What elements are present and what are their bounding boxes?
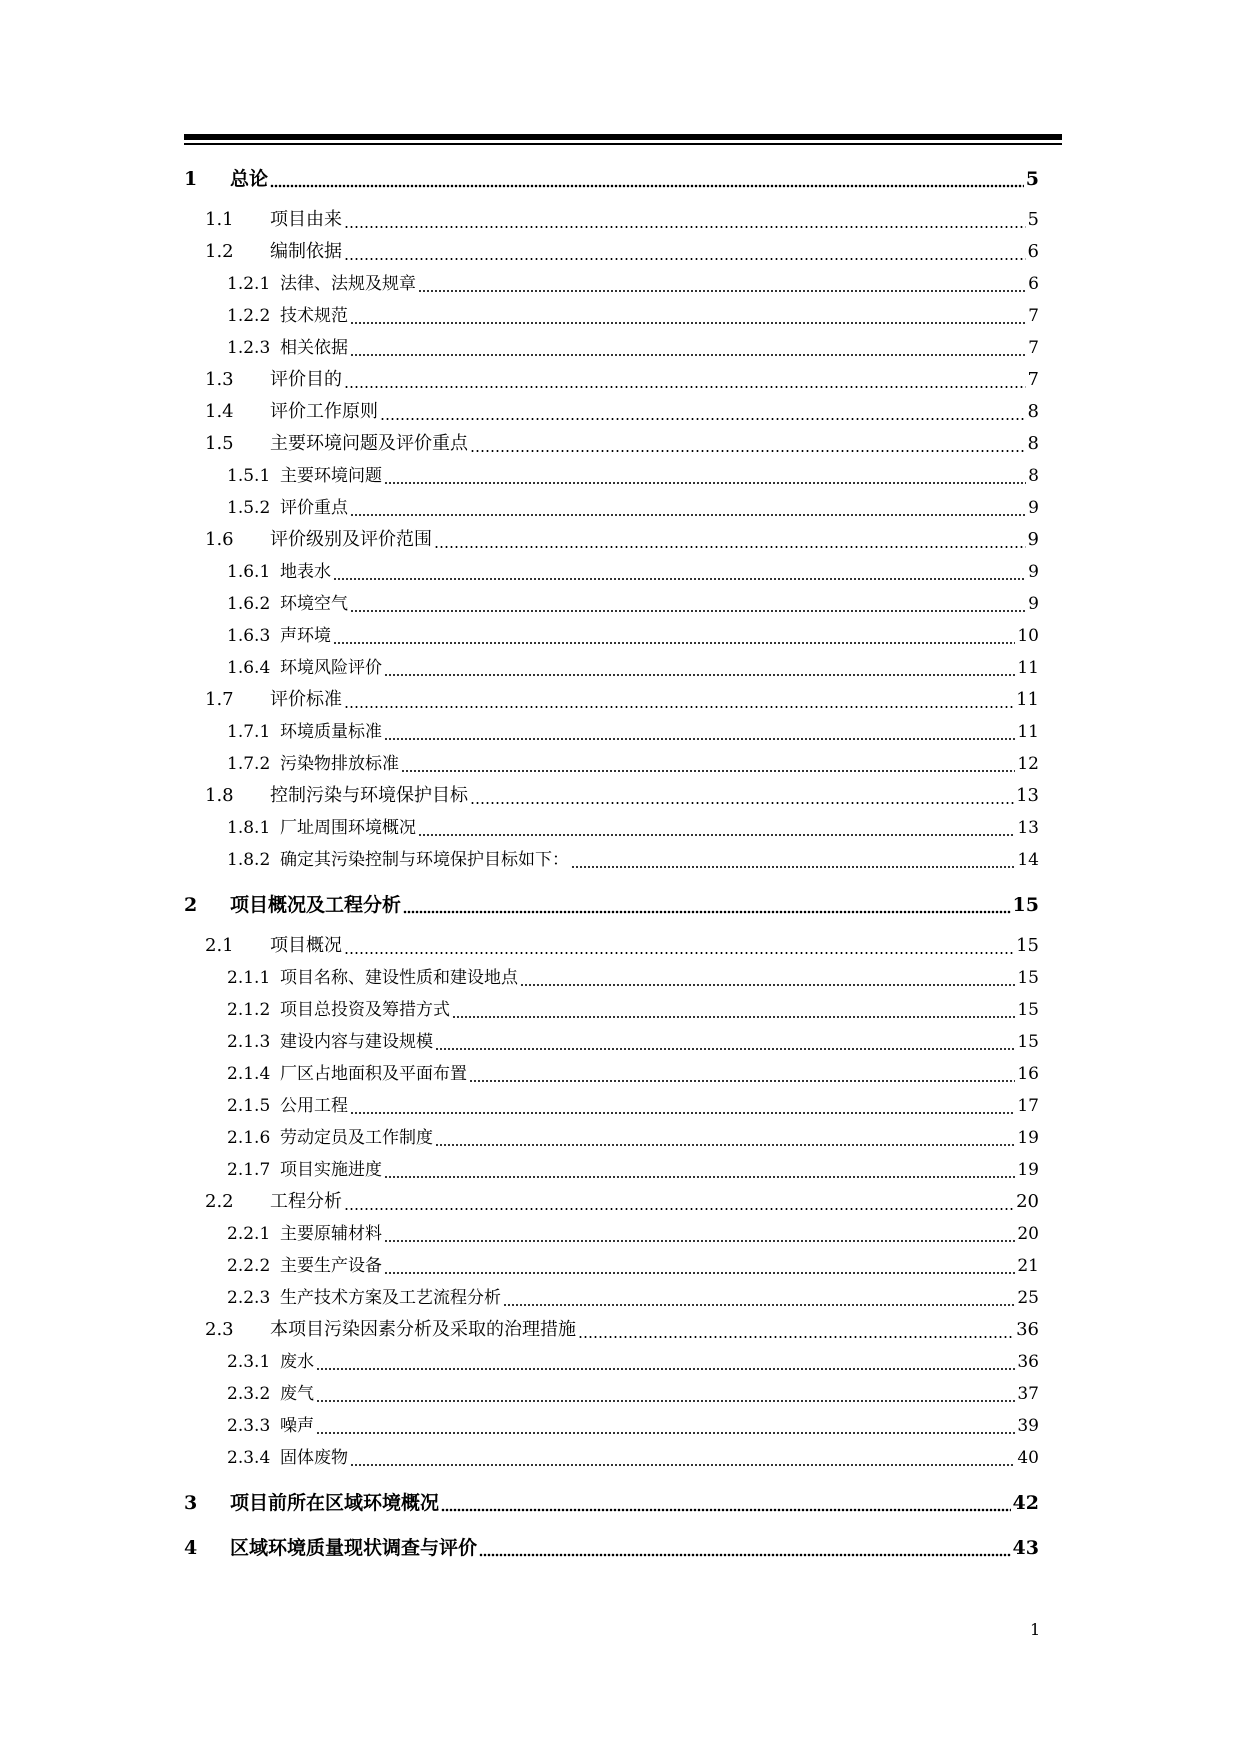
- toc-dot-leader: [333, 626, 1015, 646]
- toc-entry-title: 建设内容与建设规模: [280, 1032, 433, 1052]
- toc-dot-leader: [350, 498, 1026, 518]
- toc-dot-leader: [316, 1352, 1015, 1372]
- toc-dot-leader: [384, 1160, 1015, 1180]
- toc-entry-page: 20: [1017, 1224, 1039, 1244]
- toc-entry-page: 8: [1027, 433, 1039, 454]
- toc-entry-title: 项目概况: [270, 935, 342, 956]
- toc-dot-leader: [571, 850, 1015, 870]
- toc-dot-leader: [344, 242, 1026, 262]
- toc-entry-level-3[interactable]: [227, 620, 1039, 646]
- toc-entry-number: 1.8: [205, 785, 234, 806]
- toc-entry-level-3[interactable]: [227, 1250, 1039, 1276]
- toc-entry-level-2[interactable]: [205, 236, 1039, 262]
- toc-dot-leader: [434, 530, 1026, 550]
- toc-dot-leader: [270, 169, 1024, 189]
- toc-entry-level-3[interactable]: [227, 812, 1039, 838]
- toc-entry-level-2[interactable]: [205, 684, 1039, 710]
- toc-entry-page: 10: [1017, 626, 1039, 646]
- toc-entry-level-3[interactable]: [227, 1346, 1039, 1372]
- toc-entry-level-1[interactable]: [184, 163, 1039, 189]
- toc-entry-number: 1.8.1: [227, 818, 271, 838]
- toc-dot-leader: [441, 1493, 1011, 1513]
- toc-entry-page: 9: [1028, 562, 1039, 582]
- toc-entry-number: 1.6.3: [227, 626, 271, 646]
- toc-entry-page: 5: [1025, 168, 1039, 190]
- toc-entry-level-3[interactable]: [227, 588, 1039, 614]
- toc-dot-leader: [503, 1288, 1015, 1308]
- toc-entry-number: 1.5: [205, 433, 234, 454]
- toc-entry-number: 1.1: [205, 209, 234, 230]
- toc-entry-title: 确定其污染控制与环境保护目标如下：: [280, 850, 569, 870]
- toc-dot-leader: [470, 434, 1026, 454]
- toc-entry-number: 2.1.6: [227, 1128, 271, 1148]
- toc-dot-leader: [316, 1384, 1015, 1404]
- toc-entry-page: 9: [1028, 594, 1039, 614]
- toc-entry-page: 7: [1028, 338, 1039, 358]
- toc-dot-leader: [350, 1448, 1015, 1468]
- toc-entry-page: 15: [1012, 894, 1039, 916]
- toc-entry-level-3[interactable]: [227, 1218, 1039, 1244]
- toc-entry-level-3[interactable]: [227, 1122, 1039, 1148]
- toc-entry-page: 13: [1017, 818, 1039, 838]
- toc-entry-page: 7: [1027, 369, 1039, 390]
- toc-dot-leader: [470, 786, 1014, 806]
- toc-entry-page: 37: [1017, 1384, 1039, 1404]
- toc-entry-page: 19: [1017, 1160, 1039, 1180]
- toc-dot-leader: [380, 402, 1026, 422]
- toc-dot-leader: [435, 1128, 1015, 1148]
- toc-entry-page: 15: [1017, 968, 1039, 988]
- toc-dot-leader: [344, 210, 1026, 230]
- toc-entry-number: 2.3.2: [227, 1384, 271, 1404]
- toc-entry-page: 43: [1012, 1537, 1039, 1559]
- toc-entry-number: 1.8.2: [227, 850, 271, 870]
- toc-entry-page: 20: [1016, 1191, 1039, 1212]
- toc-entry-level-2[interactable]: [205, 428, 1039, 454]
- toc-entry-number: 1.2: [205, 241, 234, 262]
- toc-dot-leader: [344, 690, 1014, 710]
- toc-entry-page: 13: [1016, 785, 1039, 806]
- toc-entry-level-3[interactable]: [227, 492, 1039, 518]
- toc-entry-title: 主要环境问题: [280, 466, 382, 486]
- toc-dot-leader: [435, 1032, 1015, 1052]
- toc-entry-level-3[interactable]: [227, 1026, 1039, 1052]
- toc-dot-leader: [333, 562, 1026, 582]
- toc-entry-title: 项目名称、建设性质和建设地点: [280, 968, 518, 988]
- toc-dot-leader: [418, 274, 1026, 294]
- toc-entry-title: 厂区占地面积及平面布置: [280, 1064, 467, 1084]
- toc-entry-level-3[interactable]: [227, 844, 1039, 870]
- toc-entry-page: 39: [1017, 1416, 1039, 1436]
- toc-entry-number: 1.7: [205, 689, 234, 710]
- toc-entry-level-2[interactable]: [205, 1186, 1039, 1212]
- toc-entry-level-3[interactable]: [227, 1378, 1039, 1404]
- toc-entry-number: 1.2.1: [227, 274, 271, 294]
- toc-entry-title: 法律、法规及规章: [280, 274, 416, 294]
- toc-dot-leader: [350, 306, 1026, 326]
- toc-dot-leader: [344, 370, 1026, 390]
- toc-entry-title: 项目实施进度: [280, 1160, 382, 1180]
- toc-entry-title: 劳动定员及工作制度: [280, 1128, 433, 1148]
- toc-dot-leader: [384, 658, 1015, 678]
- toc-entry-title: 评价标准: [270, 689, 342, 710]
- toc-dot-leader: [479, 1538, 1011, 1558]
- toc-entry-number: 1.6.2: [227, 594, 271, 614]
- toc-entry-page: 11: [1017, 722, 1039, 742]
- toc-entry-title: 本项目污染因素分析及采取的治理措施: [270, 1319, 576, 1340]
- toc-entry-number: 3: [184, 1492, 198, 1514]
- toc-entry-page: 21: [1017, 1256, 1039, 1276]
- toc-entry-page: 15: [1017, 1032, 1039, 1052]
- toc-entry-page: 17: [1017, 1096, 1039, 1116]
- toc-dot-leader: [384, 722, 1015, 742]
- toc-entry-level-3[interactable]: [227, 268, 1039, 294]
- toc-entry-number: 1.2.2: [227, 306, 271, 326]
- toc-entry-page: 8: [1028, 466, 1039, 486]
- toc-entry-page: 36: [1016, 1319, 1039, 1340]
- toc-entry-title: 声环境: [280, 626, 331, 646]
- toc-entry-title: 技术规范: [280, 306, 348, 326]
- toc-entry-number: 1.7.1: [227, 722, 271, 742]
- toc-entry-title: 项目概况及工程分析: [230, 894, 402, 916]
- toc-entry-number: 2.1.2: [227, 1000, 271, 1020]
- toc-entry-level-2[interactable]: [205, 1314, 1039, 1340]
- toc-entry-level-3[interactable]: [227, 300, 1039, 326]
- toc-dot-leader: [344, 936, 1014, 956]
- toc-entry-title: 环境质量标准: [280, 722, 382, 742]
- toc-entry-level-2[interactable]: [205, 364, 1039, 390]
- toc-entry-title: 评价重点: [280, 498, 348, 518]
- toc-dot-leader: [452, 1000, 1015, 1020]
- toc-entry-number: 1: [184, 168, 198, 190]
- toc-entry-number: 1.5.2: [227, 498, 271, 518]
- toc-entry-title: 厂址周围环境概况: [280, 818, 416, 838]
- toc-entry-level-2[interactable]: [205, 524, 1039, 550]
- toc-entry-level-1[interactable]: [184, 1532, 1039, 1558]
- toc-entry-number: 2.1: [205, 935, 234, 956]
- toc-entry-level-3[interactable]: [227, 1058, 1039, 1084]
- toc-entry-number: 1.2.3: [227, 338, 271, 358]
- toc-entry-level-3[interactable]: [227, 748, 1039, 774]
- toc-entry-number: 4: [184, 1537, 198, 1559]
- toc-dot-leader: [350, 338, 1026, 358]
- toc-entry-number: 2.1.3: [227, 1032, 271, 1052]
- toc-dot-leader: [384, 466, 1026, 486]
- toc-entry-page: 6: [1027, 241, 1039, 262]
- toc-entry-page: 12: [1017, 754, 1039, 774]
- toc-entry-level-1[interactable]: [184, 1487, 1039, 1513]
- toc-entry-number: 2.2.1: [227, 1224, 271, 1244]
- toc-entry-title: 区域环境质量现状调查与评价: [230, 1537, 478, 1559]
- toc-entry-title: 主要生产设备: [280, 1256, 382, 1276]
- toc-dot-leader: [469, 1064, 1015, 1084]
- toc-entry-page: 36: [1017, 1352, 1039, 1372]
- toc-entry-title: 环境空气: [280, 594, 348, 614]
- toc-entry-page: 9: [1027, 529, 1039, 550]
- toc-entry-title: 环境风险评价: [280, 658, 382, 678]
- toc-entry-page: 5: [1027, 209, 1039, 230]
- toc-entry-title: 主要环境问题及评价重点: [270, 433, 468, 454]
- toc-entry-page: 42: [1012, 1492, 1039, 1514]
- toc-dot-leader: [401, 754, 1015, 774]
- toc-entry-title: 污染物排放标准: [280, 754, 399, 774]
- toc-entry-page: 6: [1028, 274, 1039, 294]
- toc-entry-number: 2.2.2: [227, 1256, 271, 1276]
- toc-entry-level-3[interactable]: [227, 716, 1039, 742]
- toc-entry-page: 11: [1017, 658, 1039, 678]
- toc-entry-level-3[interactable]: [227, 556, 1039, 582]
- toc-entry-level-3[interactable]: [227, 1442, 1039, 1468]
- toc-entry-level-2[interactable]: [205, 780, 1039, 806]
- toc-entry-level-3[interactable]: [227, 1282, 1039, 1308]
- toc-entry-level-3[interactable]: [227, 962, 1039, 988]
- toc-entry-title: 评价级别及评价范围: [270, 529, 432, 550]
- toc-dot-leader: [344, 1192, 1014, 1212]
- toc-entry-number: 1.3: [205, 369, 234, 390]
- toc-entry-number: 2.1.7: [227, 1160, 271, 1180]
- toc-entry-number: 2: [184, 894, 198, 916]
- toc-entry-number: 1.4: [205, 401, 234, 422]
- toc-entry-number: 2.3.3: [227, 1416, 271, 1436]
- toc-dot-leader: [418, 818, 1015, 838]
- toc-entry-page: 40: [1017, 1448, 1039, 1468]
- toc-entry-title: 主要原辅材料: [280, 1224, 382, 1244]
- toc-entry-title: 项目前所在区域环境概况: [230, 1492, 440, 1514]
- toc-entry-level-2[interactable]: [205, 930, 1039, 956]
- toc-entry-level-3[interactable]: [227, 1090, 1039, 1116]
- toc-entry-title: 项目总投资及筹措方式: [280, 1000, 450, 1020]
- toc-entry-page: 15: [1016, 935, 1039, 956]
- toc-entry-title: 生产技术方案及工艺流程分析: [280, 1288, 501, 1308]
- toc-dot-leader: [350, 1096, 1015, 1116]
- toc-entry-number: 2.3: [205, 1319, 234, 1340]
- toc-entry-page: 19: [1017, 1128, 1039, 1148]
- toc-entry-title: 评价工作原则: [270, 401, 378, 422]
- toc-entry-title: 编制依据: [270, 241, 342, 262]
- toc-entry-title: 工程分析: [270, 1191, 342, 1212]
- toc-entry-page: 11: [1016, 689, 1039, 710]
- toc-entry-page: 7: [1028, 306, 1039, 326]
- toc-entry-title: 总论: [230, 168, 269, 190]
- toc-dot-leader: [316, 1416, 1015, 1436]
- toc-entry-level-3[interactable]: [227, 460, 1039, 486]
- toc-entry-level-3[interactable]: [227, 1410, 1039, 1436]
- toc-entry-number: 1.6.1: [227, 562, 271, 582]
- toc-entry-title: 控制污染与环境保护目标: [270, 785, 468, 806]
- toc-entry-number: 2.3.1: [227, 1352, 271, 1372]
- toc-dot-leader: [350, 594, 1026, 614]
- toc-entry-number: 1.5.1: [227, 466, 271, 486]
- toc-entry-title: 固体废物: [280, 1448, 348, 1468]
- toc-entry-number: 2.1.5: [227, 1096, 271, 1116]
- toc-entry-title: 废水: [280, 1352, 314, 1372]
- toc-entry-number: 1.6: [205, 529, 234, 550]
- toc-entry-number: 2.2.3: [227, 1288, 271, 1308]
- toc-entry-number: 1.6.4: [227, 658, 271, 678]
- toc-entry-page: 9: [1028, 498, 1039, 518]
- toc-entry-title: 噪声: [280, 1416, 314, 1436]
- toc-dot-leader: [384, 1256, 1015, 1276]
- toc-entry-number: 2.2: [205, 1191, 234, 1212]
- toc-entry-level-2[interactable]: [205, 204, 1039, 230]
- toc-dot-leader: [520, 968, 1015, 988]
- toc-dot-leader: [403, 895, 1011, 915]
- toc-entry-title: 废气: [280, 1384, 314, 1404]
- toc-entry-page: 25: [1017, 1288, 1039, 1308]
- toc-entry-title: 公用工程: [280, 1096, 348, 1116]
- toc-entry-level-2[interactable]: [205, 396, 1039, 422]
- toc-entry-page: 15: [1017, 1000, 1039, 1020]
- toc-entry-level-3[interactable]: [227, 332, 1039, 358]
- toc-entry-number: 2.1.1: [227, 968, 271, 988]
- toc-entry-page: 8: [1027, 401, 1039, 422]
- toc-entry-level-3[interactable]: [227, 994, 1039, 1020]
- toc-entry-title: 相关依据: [280, 338, 348, 358]
- toc-entry-level-1[interactable]: [184, 889, 1039, 915]
- toc-entry-page: 14: [1017, 850, 1039, 870]
- toc-entry-page: 16: [1017, 1064, 1039, 1084]
- toc-entry-level-3[interactable]: [227, 1154, 1039, 1180]
- toc-dot-leader: [578, 1320, 1014, 1340]
- toc-entry-number: 2.3.4: [227, 1448, 271, 1468]
- toc-entry-level-3[interactable]: [227, 652, 1039, 678]
- toc-dot-leader: [384, 1224, 1015, 1244]
- toc-entry-title: 项目由来: [270, 209, 342, 230]
- toc-entry-title: 评价目的: [270, 369, 342, 390]
- toc-entry-number: 1.7.2: [227, 754, 271, 774]
- page-number: 1: [1030, 1620, 1041, 1639]
- toc-entry-number: 2.1.4: [227, 1064, 271, 1084]
- toc-entry-title: 地表水: [280, 562, 331, 582]
